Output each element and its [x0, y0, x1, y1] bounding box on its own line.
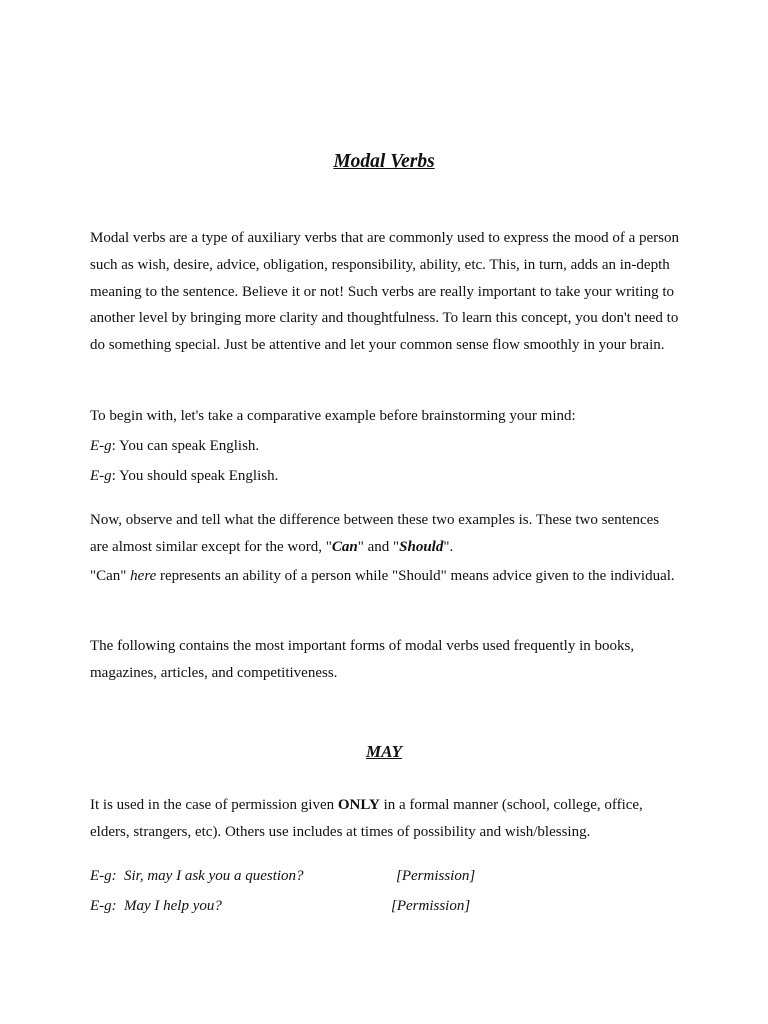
may-example-tag: [Permission]	[391, 898, 471, 914]
word-can: Can	[331, 538, 358, 555]
may-desc-bold: ONLY	[337, 797, 380, 813]
can-text-rest: represents an ability of a person while "Should" means advice given to the individual.	[156, 568, 675, 584]
example-line	[90, 436, 259, 456]
word-should: Should	[399, 538, 444, 555]
observe-mid: " and "	[357, 538, 400, 555]
begin-line: To begin with, let's take a comparative example before brainstorming your mind:	[90, 408, 576, 424]
example-text: : You should speak English.	[111, 468, 279, 484]
may-example-prefix: E-g:	[90, 868, 117, 884]
may-example-sentence: May I help you?	[124, 898, 222, 914]
may-description	[90, 792, 680, 846]
can-text: "Can"	[90, 568, 131, 584]
section-heading-may: MAY	[366, 742, 402, 761]
may-example-sentence: Sir, may I ask you a question?	[124, 868, 304, 884]
example-prefix: E-g	[90, 438, 112, 454]
example-prefix: E-g	[90, 468, 112, 484]
document-title: Modal Verbs	[333, 151, 435, 172]
may-example-tag: [Permission]	[396, 868, 476, 884]
observe-end: ".	[443, 538, 454, 555]
observe-paragraph	[90, 507, 680, 561]
observe-text: Now, observe and tell what the difference between these two examples is. These two sentences are almost similar except for the word, "	[90, 512, 660, 555]
example-line	[90, 466, 278, 486]
may-desc-rest: in a formal manner (school, college, office, elders, strangers, etc). Others use includes at times of possibility and wish/blessing.	[90, 797, 643, 840]
may-example-prefix: E-g:	[90, 898, 117, 914]
following-paragraph: The following contains the most important forms of modal verbs used frequently in books, magazines, articles, and competitiveness.	[90, 638, 635, 681]
intro-paragraph: Modal verbs are a type of auxiliary verbs that are commonly used to express the mood of a person such as wish, desire, advice, obligation, responsibility, ability, etc. This, in turn, adds an in-depth meaning to the sentence. Believe it or not! Such verbs are really important to take your writing to another level by bringing more clarity and thoughtfulness. To learn this concept, you don't need to do something special. Just be attentive and let your common sense flow smoothly in your brain.	[90, 230, 679, 354]
example-text: : You can speak English.	[111, 438, 260, 454]
can-paragraph	[90, 563, 680, 590]
may-desc-text: It is used in the case of permission given	[90, 797, 338, 813]
word-here: here	[130, 568, 157, 584]
